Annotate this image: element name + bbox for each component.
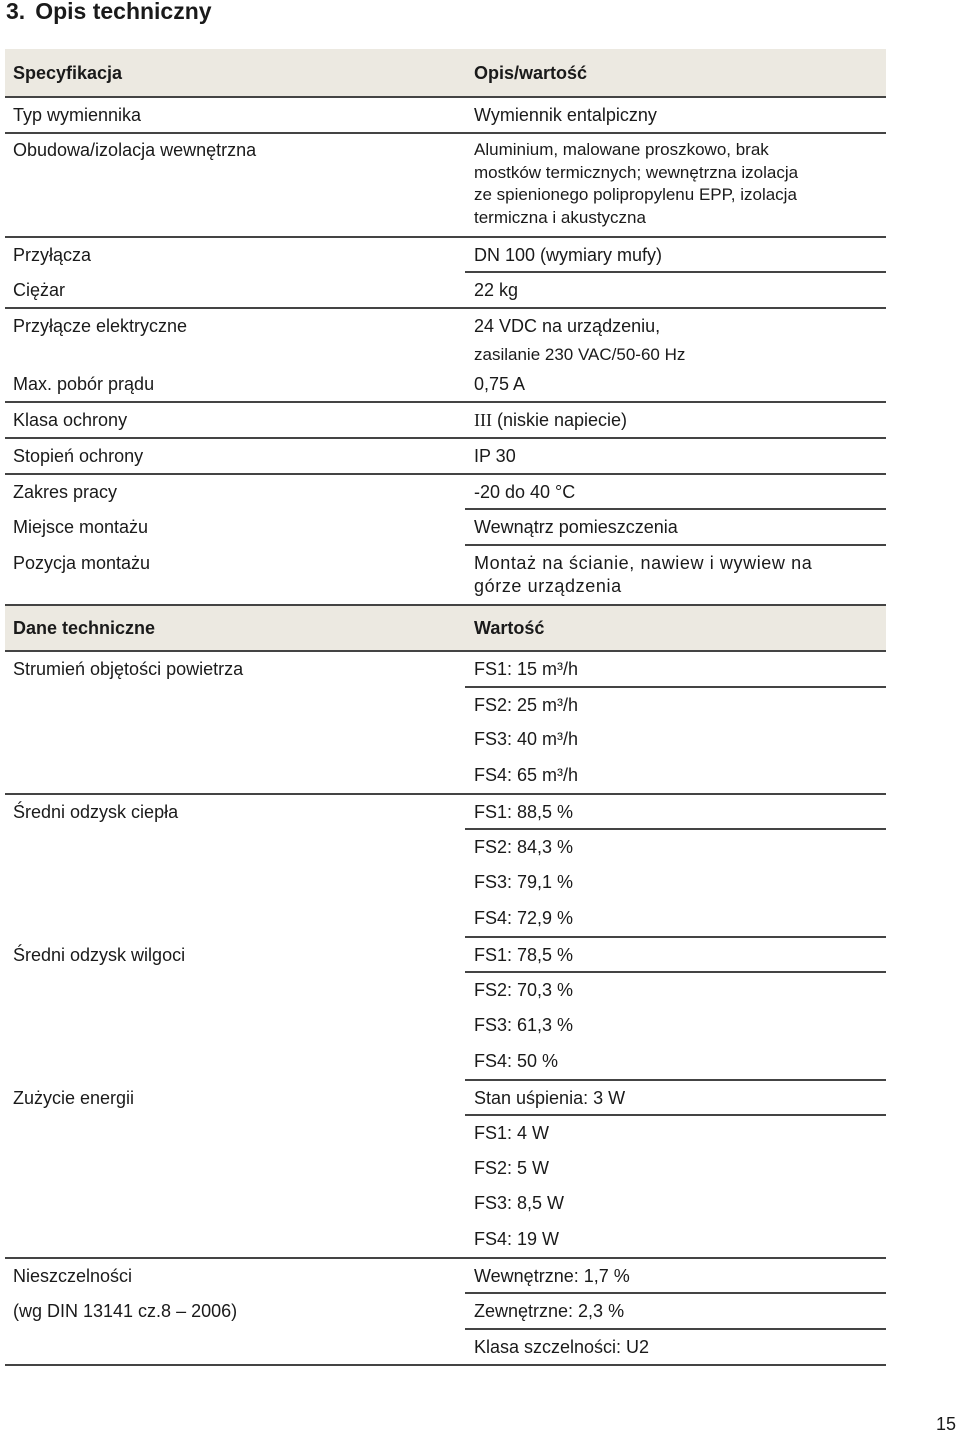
row-obudowa [5, 134, 886, 238]
row-typ [5, 98, 886, 134]
value-strumien-1: FS1: 15 m³/h [474, 659, 579, 679]
label-wilgoc: Średni odzysk wilgoci [13, 945, 186, 965]
value-nieszczelnosci-1: Wewnętrzne: 1,7 % [474, 1266, 630, 1286]
pozycja-line-1: Montaż na ścianie, nawiew i wywiew na [474, 553, 813, 573]
value-energia-3: FS2: 5 W [474, 1158, 550, 1178]
row-wilgoc-3 [5, 1009, 886, 1045]
label-nieszczelnosci: Nieszczelności [13, 1266, 133, 1286]
row-wilgoc-4 [5, 1045, 886, 1081]
row-pozycja [5, 546, 886, 604]
value-ciezar: 22 kg [474, 280, 519, 300]
value-energia-4: FS3: 8,5 W [474, 1193, 565, 1213]
row-cieplo-3 [5, 866, 886, 902]
row-wilgoc-2 [5, 973, 886, 1009]
value-wilgoc-3: FS3: 61,3 % [474, 1015, 574, 1035]
label-strumien: Strumień objętości powietrza [13, 659, 244, 679]
row-energia-3 [5, 1152, 886, 1187]
value-strumien-4: FS4: 65 m³/h [474, 765, 579, 785]
label-obudowa: Obudowa/izolacja wewnętrzna [13, 140, 257, 160]
row-nieszczelnosci-2 [5, 1294, 886, 1330]
section-title [6, 0, 212, 25]
row-cieplo-4 [5, 902, 886, 938]
spec-header-left: Specyfikacja [13, 63, 123, 83]
label-nieszczelnosci-2: (wg DIN 13141 cz.8 – 2006) [13, 1301, 238, 1321]
value-strumien-3: FS3: 40 m³/h [474, 729, 579, 749]
spec-header-right: Opis/wartość [474, 63, 588, 83]
tech-header-row [5, 604, 886, 652]
obudowa-line-1: Aluminium, malowane proszkowo, brak [474, 140, 769, 159]
value-cieplo-2: FS2: 84,3 % [474, 837, 574, 857]
tech-header-left: Dane techniczne [13, 617, 156, 638]
pozycja-line-2: górze urządzenia [474, 576, 622, 596]
value-cieplo-3: FS3: 79,1 % [474, 872, 574, 892]
label-typ: Typ wymiennika [13, 105, 142, 125]
value-wilgoc-1: FS1: 78,5 % [474, 945, 574, 965]
value-strumien-2: FS2: 25 m³/h [474, 695, 579, 715]
label-pozycja: Pozycja montażu [13, 553, 151, 573]
value-wilgoc-4: FS4: 50 % [474, 1051, 559, 1071]
row-strumien-2 [5, 688, 886, 723]
label-elektryczne: Przyłącze elektryczne [13, 316, 188, 336]
value-nieszczelnosci-3: Klasa szczelności: U2 [474, 1337, 650, 1357]
row-klasa [5, 403, 886, 439]
value-stopien: IP 30 [474, 446, 516, 466]
page-number: 15 [935, 1414, 956, 1434]
label-zakres: Zakres pracy [13, 482, 118, 502]
label-ciezar: Ciężar [13, 280, 66, 300]
row-stopien [5, 439, 886, 475]
label-stopien: Stopień ochrony [13, 446, 144, 466]
value-klasa [465, 409, 886, 439]
klasa-roman: III [474, 410, 492, 430]
value-elektryczne [465, 315, 886, 369]
label-pobor: Max. pobór prądu [13, 374, 155, 394]
label-cieplo: Średni odzysk ciepła [13, 802, 179, 822]
section-number: 3. [6, 0, 26, 24]
value-energia-1: Stan uśpienia: 3 W [474, 1088, 626, 1108]
row-strumien-3 [5, 723, 886, 759]
value-energia-2: FS1: 4 W [474, 1123, 550, 1143]
value-energia-5: FS4: 19 W [474, 1229, 560, 1249]
row-miejsce [5, 510, 886, 546]
value-przylacza: DN 100 (wymiary mufy) [474, 245, 663, 265]
section-title-text: Opis techniczny [35, 0, 212, 24]
value-wilgoc-2: FS2: 70,3 % [474, 980, 574, 1000]
row-energia-2 [5, 1116, 886, 1152]
row-nieszczelnosci-3 [5, 1330, 886, 1366]
value-obudowa [465, 139, 886, 238]
value-zakres: -20 do 40 °C [474, 482, 576, 502]
row-strumien-4 [5, 759, 886, 795]
obudowa-line-4: termiczna i akustyczna [474, 207, 646, 227]
label-miejsce: Miejsce montażu [13, 517, 149, 537]
tech-header-right: Wartość [474, 617, 545, 638]
obudowa-line-2: mostków termicznych; wewnętrzna izolacja [474, 162, 799, 182]
klasa-text: (niskie napiecie) [491, 410, 628, 430]
value-pobor: 0,75 A [474, 374, 526, 394]
row-energia-5 [5, 1223, 886, 1259]
spec-header-row [5, 49, 886, 98]
row-elektryczne [5, 309, 886, 369]
row-energia-4 [5, 1187, 886, 1223]
label-energia: Zużycie energii [13, 1088, 135, 1108]
value-nieszczelnosci-2: Zewnętrzne: 2,3 % [474, 1301, 625, 1321]
row-zakres [5, 475, 886, 510]
value-miejsce: Wewnątrz pomieszczenia [474, 517, 678, 537]
row-cieplo-1 [5, 795, 886, 830]
value-cieplo-4: FS4: 72,9 % [474, 908, 574, 928]
value-typ: Wymiennik entalpiczny [474, 105, 657, 125]
label-klasa: Klasa ochrony [13, 410, 128, 430]
row-energia-1 [5, 1081, 886, 1116]
row-nieszczelnosci-1 [5, 1259, 886, 1294]
row-przylacza [5, 238, 886, 273]
row-wilgoc-1 [5, 938, 886, 973]
label-przylacza: Przyłącza [13, 245, 92, 265]
spec-table [5, 49, 886, 1366]
row-ciezar [5, 273, 886, 309]
elektryczne-line-1: 24 VDC na urządzeniu, [474, 316, 661, 336]
row-cieplo-2 [5, 830, 886, 866]
elektryczne-line-2: zasilanie 230 VAC/50-60 Hz [474, 345, 686, 364]
row-strumien-1 [5, 652, 886, 688]
obudowa-line-3: ze spienionego polipropylenu EPP, izolacja [474, 185, 797, 204]
value-cieplo-1: FS1: 88,5 % [474, 802, 574, 822]
row-pobor [5, 369, 886, 403]
value-pozycja [465, 552, 886, 604]
